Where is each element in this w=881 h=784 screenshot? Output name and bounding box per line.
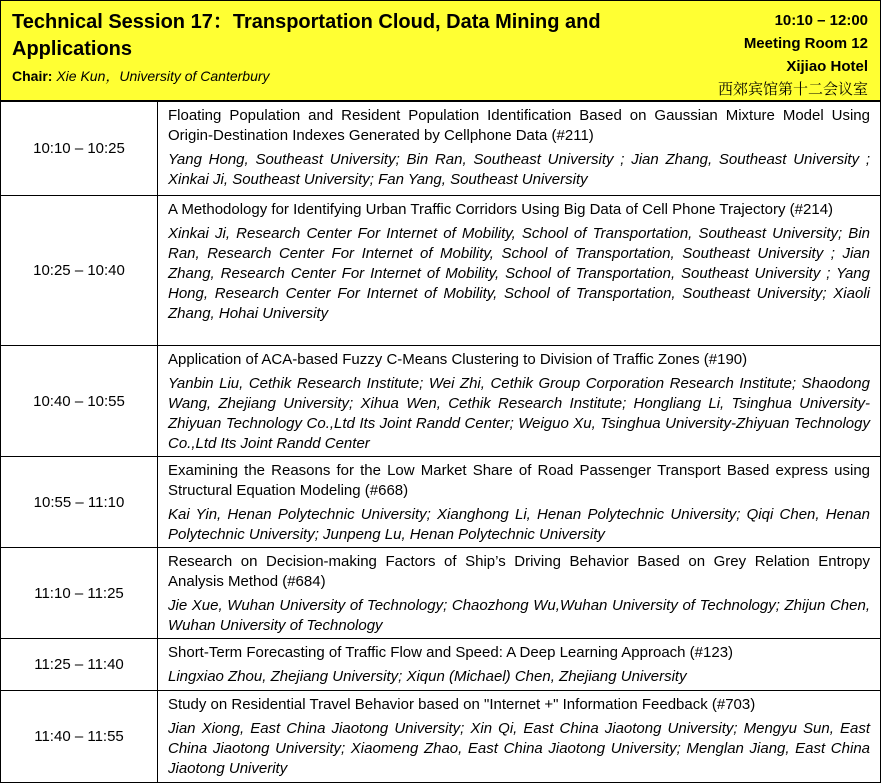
paper-authors: Xinkai Ji, Research Center For Internet of Mobility, School of Transportation, Southeast University; Bin Ran, Research Center For Internet of Mobility, School of Transportation, Southeast University ; Jian Zhang, Research Center For Internet of Mobility, School of Transportation, Southeast University ; Yang Hong, Research Center For Internet of Mobility, School of Transportation, Southeast University; Xiaoli Zhang, Hohai University [168, 225, 870, 322]
session-room: Meeting Room 12 [743, 35, 868, 52]
slot-description [158, 196, 881, 346]
session-title: Technical Session 17：Transportation Cloud, Data Mining and Applications [12, 11, 601, 60]
slot-description [158, 102, 881, 196]
slot-time: 11:10 – 11:25 [1, 548, 158, 639]
slot-time: 10:55 – 11:10 [1, 457, 158, 548]
slot-description [158, 548, 881, 639]
paper-authors: Lingxiao Zhou, Zhejiang University; Xiqun (Michael) Chen, Zhejiang University [168, 668, 687, 685]
session-header [0, 0, 881, 101]
slot-description [158, 346, 881, 457]
paper-authors: Kai Yin, Henan Polytechnic University; Xianghong Li, Henan Polytechnic University; Qiqi Chen, Henan Polytechnic University; Junpeng Lu, Henan Polytechnic University [168, 506, 870, 543]
session-hotel: Xijiao Hotel [786, 58, 868, 75]
table-row [1, 196, 881, 346]
slot-time: 10:10 – 10:25 [1, 102, 158, 196]
paper-authors: Yang Hong, Southeast University; Bin Ran, Southeast University ; Jian Zhang, Southeast University ; Xinkai Ji, Southeast University; Fan Yang, Southeast University [168, 151, 870, 188]
slot-description [158, 639, 881, 691]
slot-time: 11:25 – 11:40 [1, 639, 158, 691]
paper-title: Short-Term Forecasting of Traffic Flow and Speed: A Deep Learning Approach (#123) [168, 644, 734, 661]
slot-description [158, 691, 881, 783]
table-row [1, 346, 881, 457]
chair-name: Xie Kun，University of Canterbury [52, 68, 270, 84]
slot-description [158, 457, 881, 548]
table-row [1, 691, 881, 783]
paper-authors: Jian Xiong, East China Jiaotong University; Xin Qi, East China Jiaotong University; Mengyu Sun, East China Jiaotong University; Xiaomeng Zhao, East China Jiaotong University; Menglan Jiang, East China Jiaotong Univerity [168, 720, 870, 777]
paper-title: Research on Decision-making Factors of Ship’s Driving Behavior Based on Grey Relation Entropy Analysis Method (#684) [168, 553, 870, 590]
chair-label: Chair: [12, 68, 53, 84]
slot-time: 10:25 – 10:40 [1, 196, 158, 346]
table-row [1, 457, 881, 548]
paper-title: Floating Population and Resident Population Identification Based on Gaussian Mixture Model Using Origin-Destination Indexes Generated by Cellphone Data (#211) [168, 107, 870, 144]
paper-title: Examining the Reasons for the Low Market Share of Road Passenger Transport Based express using Structural Equation Modeling (#668) [168, 462, 870, 499]
paper-title: Study on Residential Travel Behavior based on "Internet +" Information Feedback (#703) [168, 696, 756, 713]
paper-title: A Methodology for Identifying Urban Traffic Corridors Using Big Data of Cell Phone Trajectory (#214) [168, 201, 834, 218]
table-row [1, 102, 881, 196]
session-meta [718, 9, 868, 101]
slot-time: 11:40 – 11:55 [1, 691, 158, 783]
session-chair [12, 67, 270, 85]
session-room-chinese: 西郊宾馆第十二会议室 [717, 81, 868, 98]
table-row [1, 639, 881, 691]
table-row [1, 548, 881, 639]
paper-title: Application of ACA-based Fuzzy C-Means Clustering to Division of Traffic Zones (#190) [168, 351, 748, 368]
paper-authors: Yanbin Liu, Cethik Research Institute; Wei Zhi, Cethik Group Corporation Research Institute; Shaodong Wang, Zhejiang University; Xihua Wen, Cethik Research Institute; Hongliang Li, Tsinghua University-Zhiyuan Technology Co.,Ltd Its Joint Randd Center; Weiguo Xu, Tsinghua University-Zhiyuan Technology Co.,Ltd Its Joint Randd Center [168, 375, 870, 452]
paper-authors: Jie Xue, Wuhan University of Technology; Chaozhong Wu,Wuhan University of Technology; Zhijun Chen, Wuhan University of Technology [168, 597, 870, 634]
session-time: 10:10 – 12:00 [774, 12, 868, 29]
slot-time: 10:40 – 10:55 [1, 346, 158, 457]
schedule-table [0, 101, 881, 783]
